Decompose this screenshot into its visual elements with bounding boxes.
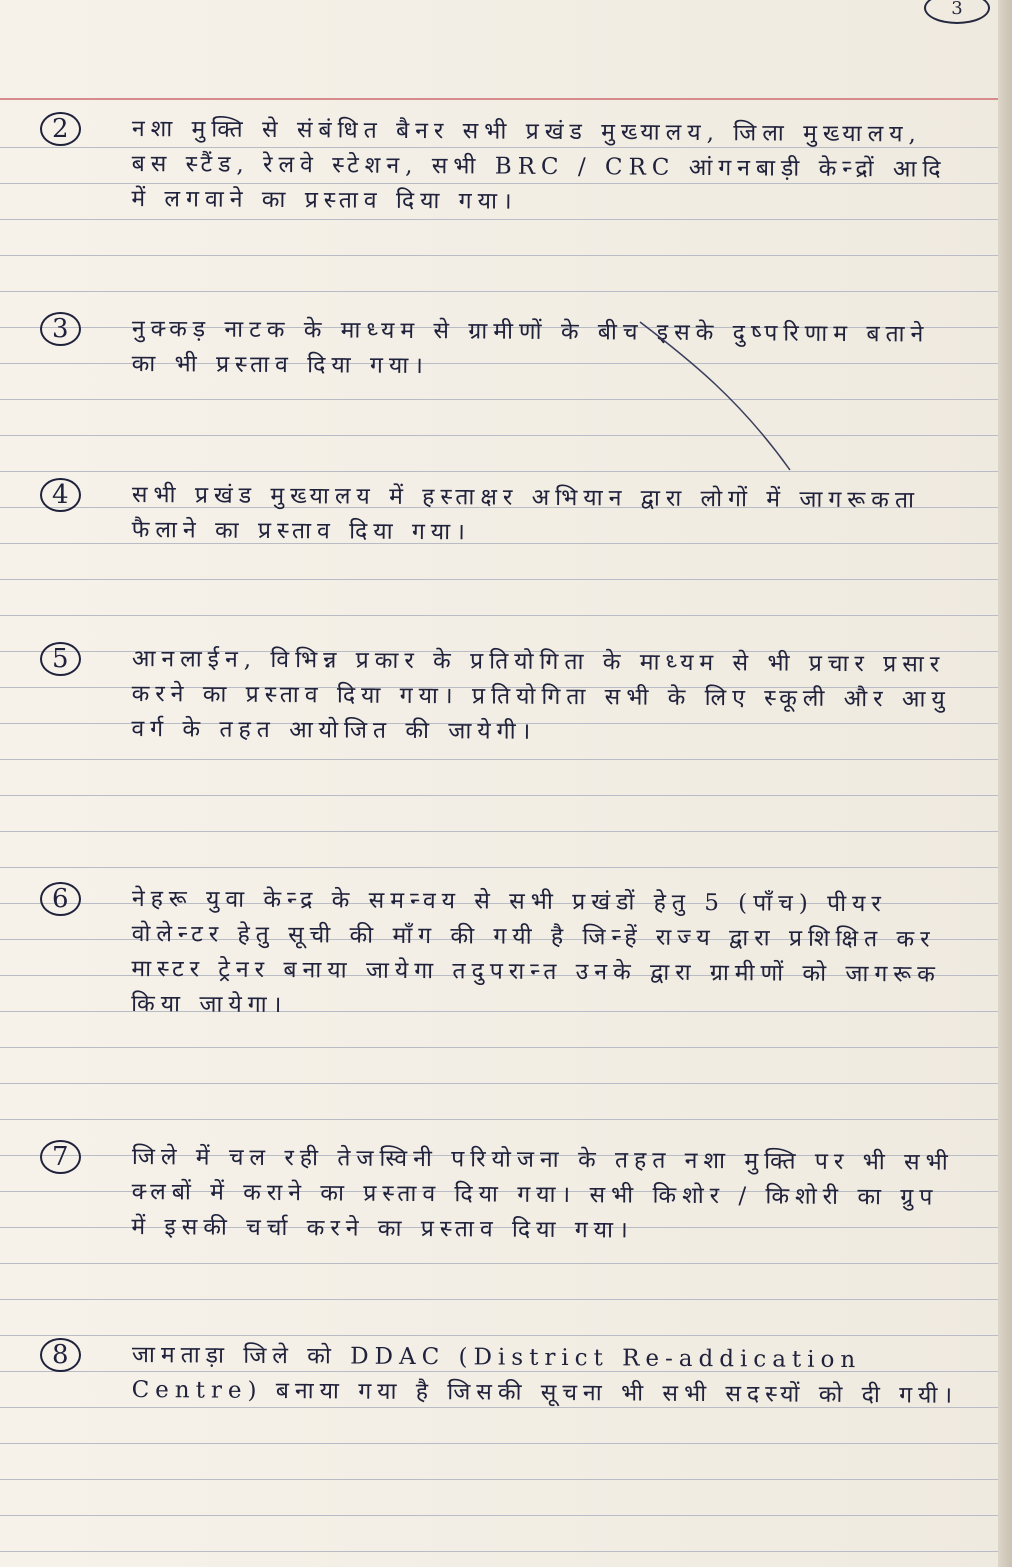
item-text: सभी प्रखंड मुख्यालय में हस्ताक्षर अभियान द्वारा लोगों में जागरूकता फैलाने का प्रस्ताव दिया गया। bbox=[131, 481, 921, 546]
item-number: 2 bbox=[40, 112, 81, 146]
list-item-3 bbox=[40, 312, 960, 382]
margin-line bbox=[0, 98, 1012, 100]
item-text: आनलाईन, विभिन्न प्रकार के प्रतियोगिता के माध्यम से भी प्रचार प्रसार करने का प्रस्ताव दिया गया। प्रतियोगिता सभी के लिए स्कूली और आयु वर्ग के तहत आयोजित की जायेगी। bbox=[131, 645, 951, 745]
page-number: 3 bbox=[924, 0, 990, 24]
item-number: 8 bbox=[40, 1338, 81, 1372]
list-item-6 bbox=[40, 882, 960, 1022]
item-text: जिले में चल रही तेजस्विनी परियोजना के तहत नशा मुक्ति पर भी सभी क्लबों में कराने का प्रस्ताव दिया गया। सभी किशोर / किशोरी का ग्रुप में इसकी चर्चा करने का प्रस्ताव दिया गया। bbox=[131, 1143, 954, 1244]
list-item-8 bbox=[40, 1338, 960, 1408]
list-item-2 bbox=[40, 112, 960, 217]
item-number: 5 bbox=[40, 642, 81, 676]
item-number: 3 bbox=[40, 312, 81, 346]
list-item-7 bbox=[40, 1140, 960, 1245]
item-number: 4 bbox=[40, 478, 81, 512]
item-text: नेहरू युवा केन्द्र के समन्वय से सभी प्रखंडों हेतु 5 (पाँच) पीयर वोलेन्टर हेतु सूची की माँग की गयी है जिन्हें राज्य द्वारा प्रशिक्षित कर मास्टर ट्रेनर बनाया जायेगा तदुपरान्त उनके द्वारा ग्रामीणों को जागरूक किया जायेगा। bbox=[131, 885, 941, 1019]
item-number: 7 bbox=[40, 1140, 81, 1174]
list-item-5 bbox=[40, 642, 960, 747]
item-text: जामताड़ा जिले को DDAC (District Re-addication Centre) बनाया गया है जिसकी सूचना भी सभी सदस्यों को दी गयी। bbox=[131, 1341, 959, 1409]
page-edge bbox=[998, 0, 1012, 1567]
item-number: 6 bbox=[40, 882, 81, 916]
item-text: नुक्कड़ नाटक के माध्यम से ग्रामीणों के बीच इसके दुष्परिणाम बताने का भी प्रस्ताव दिया गया। bbox=[131, 315, 930, 380]
item-text: नशा मुक्ति से संबंधित बैनर सभी प्रखंड मुख्यालय, जिला मुख्यालय, बस स्टैंड, रेलवे स्टेशन, सभी BRC / CRC आंगनबाड़ी केन्द्रों आदि में लगवाने का प्रस्ताव दिया गया। bbox=[131, 115, 947, 215]
list-item-4 bbox=[40, 478, 960, 548]
